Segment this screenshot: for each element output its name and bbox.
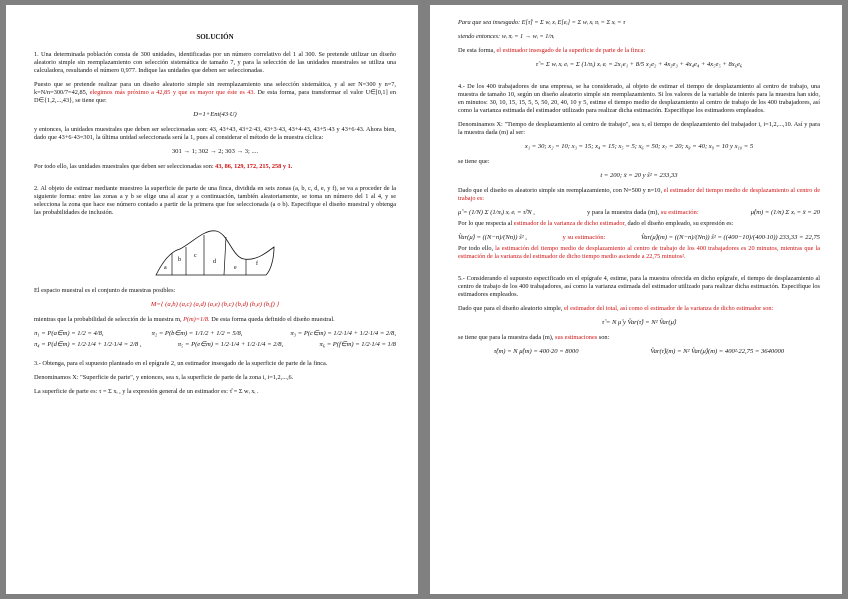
- answer-4-design: [458, 187, 820, 203]
- document-page-2: [430, 5, 842, 594]
- answer-4-conclusion: [458, 245, 820, 261]
- answer-1-units: y entonces, la unidades muestrales que deben ser seleccionadas son: 43, 43+43, 43+2·43, 43+3·43, 43+4·43, 43+5·43 y 43+6·43. Ahora bien, dado que 43+6·43=301, la última unidad seleccionada será la 1, pues al considerar el método de la muestra cíclica:: [34, 126, 396, 141]
- formula-total-estimate: τ̂(m) = N μ̂(m) = 400·20 = 8000: [493, 348, 579, 355]
- answer-3-estimator: La superficie de parte es: τ = Σ xᵢ , y la expresión general de un estimador es: τ̂ = Σ wᵢ xᵢ .: [34, 388, 259, 395]
- mean-estimator-row: [458, 209, 820, 217]
- highlighted-text: y su estimación:: [562, 234, 606, 241]
- formula-total-estimator: τ̂ = N μ̂ y V̂ar(τ̂) = N² V̂ar(μ̂): [601, 319, 677, 326]
- sample-space-text: El espacio muestral es el conjunto de muestras posibles:: [34, 287, 176, 294]
- question-5: [458, 275, 820, 299]
- question-number: 1.: [34, 51, 39, 58]
- question-number: 3.-: [34, 360, 41, 367]
- question-number: 2.: [34, 185, 39, 192]
- sample-statistics: t = 200; x̄ = 20 y ŝ² = 233,33: [600, 172, 678, 179]
- text: y para la muestra dada (m),: [586, 209, 660, 216]
- zone-d-label: d: [213, 259, 216, 265]
- question-1: [34, 51, 396, 75]
- design-probability: [34, 316, 396, 324]
- page-2-content: [458, 19, 820, 359]
- formula-d: D=1+Ent(43·U): [193, 111, 237, 118]
- zone-c-label: c: [194, 253, 197, 259]
- text: [587, 209, 699, 217]
- highlighted-text: el estimador del total, así como el estimador de la varianza de dicho estimador son:: [563, 305, 774, 312]
- formula-mean-estimate: μ̂(m) = (1/n) Σ xᵢ = x̄ = 20: [750, 209, 820, 216]
- answer-3-definition: Denominamos X: "Superficie de parte", y entonces, sea xᵢ la superficie de parte de la zona i, i=1,2,...,6.: [34, 374, 294, 381]
- formula-variance-estimator: V̂ar(μ̂) = ((N−n)/(Nn)) ŝ² ,: [458, 234, 527, 241]
- text: son:: [598, 334, 610, 341]
- formula-total-variance-estimate: V̂ar(τ̂)(m) = N² V̂ar(μ̂)(m) = 400²·22,75 = 3640000: [650, 348, 785, 355]
- highlighted-text: el estimador insesgado de la superficie de parte de la finca:: [496, 47, 646, 54]
- text: Puesto que se pretende realizar para un diseño aleatorio simple sin reemplazamiento una selección sistemática, y al ser N=300 y n=7, k=N/n=300/7=42,85,: [34, 81, 396, 96]
- answer-1-result: [34, 163, 396, 171]
- text: dado el diseño empleado, su expresión es:: [627, 220, 734, 227]
- highlighted-text: sus estimaciones: [555, 334, 598, 341]
- text: De esta forma, para transformar el valor U∈[0,1] en D∈{1,2,...,43}, se tiene que:: [34, 89, 397, 104]
- zone-f-label: f: [256, 261, 258, 267]
- question-3: [34, 360, 396, 368]
- zone-e-label: e: [234, 265, 237, 271]
- answer-1-paragraph: [34, 81, 396, 105]
- inclusion-probs-row-1: [34, 330, 396, 338]
- page-1-content: [34, 27, 396, 402]
- question-2: [34, 185, 396, 217]
- question-text: Al objeto de estimar mediante muestreo la superficie de parte de una finca, dividida en seis zonas (a, b, c, d, e, y f), se va a proceder de la siguiente forma: entre las zonas a y b se elige una al azar y a continuación, también aleatoriamente, se toma un número del 1 al 4, y se selecciona la zona que hace ese número contado a partir de la primera que fue seleccionada (a o b). Especifique el diseño muestral y obtenga las probabilidades de inclusión.: [34, 185, 397, 216]
- highlighted-text: P(m)=1/8.: [183, 316, 210, 323]
- formula-mean-estimator: μ̂ = (1/N) Σ (1/πᵢ) xᵢ eᵢ = τ̂/N ,: [458, 209, 535, 216]
- text: Dado que el diseño es aleatorio simple sin reemplazamiento, con N=500 y n=10,: [458, 187, 663, 194]
- farm-zones-figure: [150, 223, 280, 279]
- text: Por todo ello,: [458, 245, 494, 252]
- answer-5-estimates-intro: [458, 334, 820, 342]
- highlighted-text: elegimos más próximo a 42,85 y que es mayor que éste es 43.: [89, 89, 256, 96]
- text: Por lo que respecta al: [458, 220, 513, 227]
- zone-b-label: b: [178, 257, 181, 263]
- question-number: 5.-: [458, 275, 465, 282]
- question-text: Considerando el supuesto especificado en el epígrafe 4, estime, para la muestra ofrecida en dicho epígrafe, el tiempo de desplazamiento al centro de trabajo de los 400 trabajadores, así como la varianza estimada del estimador utilizado para realizar dicha estimación. Especifique los estimadores empleados.: [458, 275, 820, 298]
- question-text: Obtenga, para el supuesto planteado en el epígrafe 2, un estimador insesgado de la superficie de parte de la finca.: [42, 360, 328, 367]
- estimator-intro: [458, 47, 820, 55]
- formula-variance-estimate: V̂ar(μ̂)(m) = ((N−n)/(Nn)) ŝ² = ((400−10)/(400·10)) 233,33 = 22,75: [641, 234, 820, 241]
- unbiased-condition: Para que sea insesgado: E[τ̂] = Σ wᵢ xᵢ E[eᵢ] = Σ wᵢ xᵢ πᵢ = Σ xᵢ = τ: [458, 19, 626, 26]
- inclusion-probs-row-2: [34, 341, 396, 349]
- text: Dado que para el diseño aleatorio simple,: [458, 305, 563, 312]
- formula-pi-3: π₃ = P(c∈m) = 1/2·1/4 + 1/2·1/4 = 2/8,: [290, 330, 396, 337]
- formula-pi-5: π₅ = P(e∈m) = 1/2·1/4 + 1/2·1/4 = 2/8,: [177, 341, 284, 348]
- formula-pi-4: π₄ = P(d∈m) = 1/2·1/4 + 1/2·1/4 = 2/8 ,: [34, 341, 142, 348]
- answer-5-intro: [458, 305, 820, 313]
- highlighted-text: estimador de la varianza de dicho estimador,: [513, 220, 626, 227]
- zone-a-label: a: [164, 265, 167, 271]
- answer-4-definition: Denominamos X: "Tiempo de desplazamiento al centro de trabajo", sea xᵢ el tiempo de desplazamiento del trabajador i, i=1,2,...,10. Así y para la muestra dada (m) al ser:: [458, 121, 820, 136]
- variance-intro: [458, 220, 820, 228]
- text: De esta forma,: [458, 47, 495, 54]
- formula-estimator: τ̂ = Σ wᵢ xᵢ eᵢ = Σ (1/πᵢ) xᵢ eᵢ = 2x₁e₁ + 8/5 x₂e₂ + 4x₃e₃ + 4x₄e₄ + 4x₅e₅ + 8x₆e₆: [535, 61, 743, 68]
- question-text: De los 400 trabajadores de una empresa, se ha considerado, al objeto de estimar el tiempo de desplazamiento al centro de trabajo, una muestra de tamaño 10, según un diseño aleatorio simple sin reemplazamiento. Si los valores de la variable de interés para la muestra han sido, en minutos: 30, 10, 15, 15, 5, 5, 50, 20, 40, 10 y 5, estime el tiempo medio de desplazamiento al centro de trabajo de los 400 trabajadores, así como la varianza estimada del estimador utilizado para realizar dicha estimación. Especifique los estimadores empleados.: [458, 83, 820, 114]
- page-title: SOLUCIÓN: [196, 33, 234, 41]
- text: se tiene que:: [458, 158, 490, 165]
- highlighted-text: su estimación:: [660, 209, 699, 216]
- highlighted-result: 43, 86, 129, 172, 215, 258 y 1.: [215, 163, 293, 170]
- formula-cyclic: 301 → 1; 302 → 2; 303 → 3; ....: [171, 148, 259, 155]
- highlighted-text: la estimación del tiempo medio de desplazamiento al centro de trabajo de los 400 trabajadores es 20 minutos, mientras que la estimación de la varianza del estimador de dicho tiempo medio asciende a 22,75 minutos².: [458, 245, 821, 260]
- weights-condition: siendo entonces: wᵢ πᵢ = 1 → wᵢ = 1/πᵢ: [458, 33, 555, 40]
- document-page-1: [6, 5, 418, 594]
- variance-row: [458, 234, 820, 242]
- formula-pi-6: π₆ = P(f∈m) = 1/2·1/4 = 1/8: [319, 341, 396, 348]
- total-estimates-row: [458, 348, 820, 356]
- question-number: 4.-: [458, 83, 465, 90]
- sample-space-set: M={ (a,b) (a,c) (a,d) (a,e) (b,c) (b,d) (b,e) (b,f) }: [150, 301, 280, 308]
- question-4: [458, 83, 820, 115]
- sample-values: x₁ = 30; x₂ = 10; x₃ = 15; x₄ = 15; x₅ = 5; x₆ = 50; x₇ = 20; x₈ = 40; x₉ = 10 y x₁₀ = 5: [524, 143, 754, 150]
- text: mientras que la probabilidad de selección de la muestra m,: [34, 316, 182, 323]
- text: se tiene que para la muestra dada (m),: [458, 334, 554, 341]
- question-text: Una determinada población consta de 300 unidades, identificadas por un número correlativo del 1 al 300. Se pretende utilizar un diseño aleatorio simple sin reemplazamiento con selección sistemática de tamaño 7, y para la selección de las unidades muestrales se utiliza una calculadora, resultando el número 0,977. Indique las unidades que deben ser seleccionadas.: [34, 51, 396, 74]
- formula-pi-1: π₁ = P(a∈m) = 1/2 = 4/8,: [34, 330, 104, 337]
- highlighted-text: el estimador del tiempo medio de desplazamiento al centro de trabajo es:: [458, 187, 821, 202]
- text: Por todo ello, las unidades muestrales que deben ser seleccionadas son:: [34, 163, 214, 170]
- text: De esta forma queda definido el diseño muestral.: [211, 316, 335, 323]
- formula-pi-2: π₂ = P(b∈m) = 1/1/2 + 1/2 = 5/8,: [151, 330, 243, 337]
